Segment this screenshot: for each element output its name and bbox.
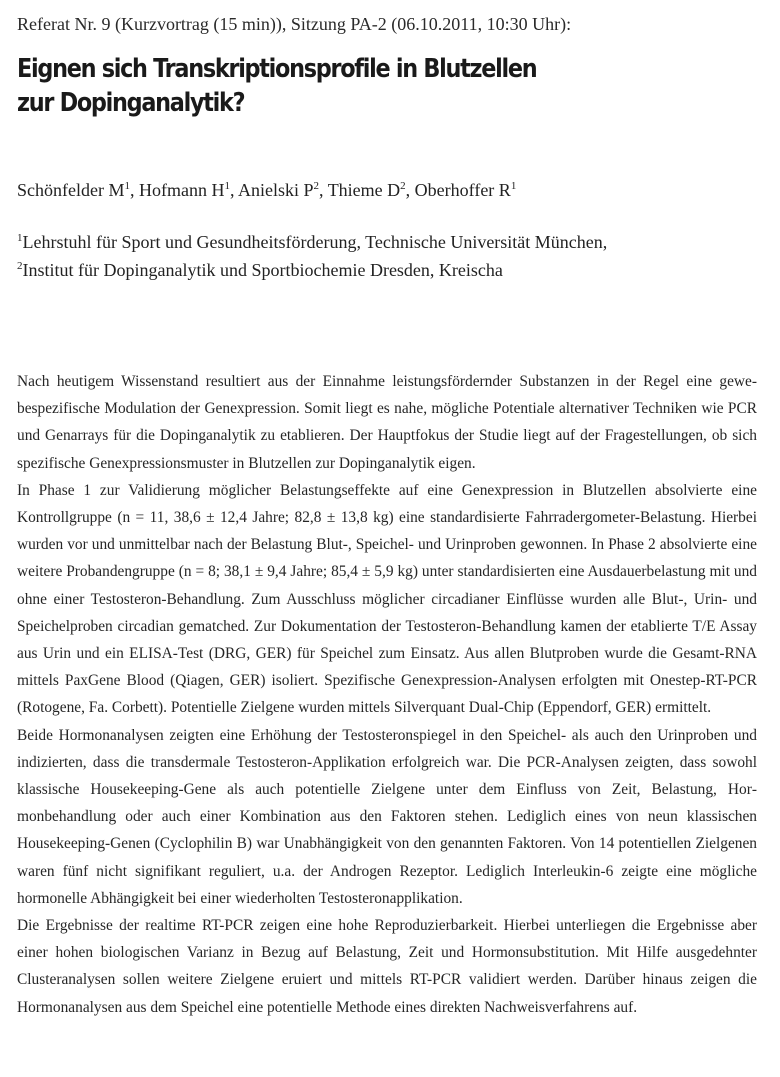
- author-name: Hofmann H: [138, 180, 225, 200]
- affiliation-text: Lehrstuhl für Sport und Gesundheitsförderung, Technische Universität München,: [22, 232, 608, 252]
- affiliation-text: Institut für Dopinganalytik und Sportbiochemie Dresden, Kreischa: [22, 260, 503, 280]
- author-affiliation-mark: 2: [313, 180, 319, 192]
- author-list: [17, 180, 516, 201]
- author-name: Anielski P: [237, 180, 314, 200]
- affiliation-item: [17, 228, 607, 256]
- session-info: Referat Nr. 9 (Kurzvortrag (15 min)), Sitzung PA-2 (06.10.2011, 10:30 Uhr):: [17, 14, 572, 34]
- author-name: Thieme D: [327, 180, 401, 200]
- abstract-paragraph-results: Beide Hormonanalysen zeigten eine Erhöhung der Testosteronspiegel in den Speichel- als auch den Urinproben und indizierten, dass die transdermale Testosteron-Applikation erfolgreich war. Die PCR-Analysen zeigten, dass sowohl klassische Housekeeping-Gene als auch potentielle Zielgene unter dem Einfluss von Zeit, Belastung, Hormonbehandlung oder auch einer Kombination aus den Faktoren stehen. Lediglich eines von neun klassischen Housekeeping-Genen (Cyclophilin B) war Unabhängigkeit von den genannten Faktoren. Von 14 potentiellen Zielgenen waren fünf nicht signifikant reguliert, u.a. der Androgen Rezeptor. Lediglich Interleukin-6 zeigte eine mögliche hormonelle Abhängigkeit bei einer wiederholten Testosteronapplikation.: [17, 726, 757, 907]
- author-separator: ,: [405, 180, 415, 200]
- abstract-paragraph-conclusion: Die Ergebnisse der realtime RT-PCR zeigen eine hohe Reproduzierbarkeit. Hierbei unterliegen die Ergebnisse aber einer hohen biologischen Varianz in Bezug auf Belastung, Zeit und Hormonsubstitution. Mit Hilfe ausgedehnter Clusteranalysen sollen weitere Zielgene eruiert und mittels RT-PCR validiert werden. Darüber hinaus zeigen die Hormonanalysen aus dem Speichel eine potentielle Methode eines direkten Nachweisverfahrens auf.: [17, 917, 757, 1016]
- author-separator: ,: [129, 180, 139, 200]
- author-affiliation-mark: 2: [400, 180, 406, 192]
- title-line-1: Eignen sich Transkriptionsprofile in Blutzellen: [17, 54, 537, 84]
- author-affiliation-mark: 1: [510, 180, 517, 192]
- author-separator: ,: [319, 180, 328, 200]
- abstract-paragraph-intro: Nach heutigem Wissenstand resultiert aus der Einnahme leistungsfördernder Substanzen in der Regel eine gewebespezifische Modulation der Genexpression. Somit liegt es nahe, mögliche Potentiale alternativer Techniken wie PCR und Genarrays für die Dopinganalytik zu etablieren. Der Hauptfokus der Studie liegt auf der Fragestellungen, ob sich spezifische Genexpressionsmuster in Blutzellen zur Dopinganalytik eigen.: [17, 373, 757, 472]
- affiliation-mark: 2: [17, 260, 23, 272]
- author-affiliation-mark: 1: [224, 180, 230, 192]
- affiliation-item: [17, 256, 607, 284]
- title-line-2: zur Dopinganalytik?: [17, 88, 245, 118]
- page-title: [17, 52, 536, 120]
- author-separator: ,: [229, 180, 238, 200]
- abstract-paragraph-methods: In Phase 1 zur Validierung möglicher Belastungseffekte auf eine Genexpression in Blutzellen absolvierte eine Kontrollgruppe (n = 11, 38,6 ± 12,4 Jahre; 82,8 ± 13,8 kg) eine standardisierte Fahrradergometer-Belastung. Hierbei wurden vor und unmittelbar nach der Belastung Blut-, Speichel- und Urinproben gewonnen. In Phase 2 absolvierte eine weitere Probandengruppe (n = 8; 38,1 ± 9,4 Jahre; 85,4 ± 5,9 kg) unter standardisierten eine Ausdauerbelastung mit und ohne einer Testosteron-Behandlung. Zum Ausschluss möglicher circadianer Einflüsse wurden alle Blut-, Urin- und Speichelproben circadian gematched. Zur Dokumentation der Testosteron-Behandlung kamen der etablierte T/E Assay aus Urin und ein ELISA-Test (DRG, GER) für Speichel zum Einsatz. Aus allen Blutproben wurde die Gesamt-RNA mittels PaxGene Blood (Qiagen, GER) isoliert. Spezifische Genexpression-Analysen erfolgten mit Onestep-RT-PCR (Rotogene, Fa. Corbett). Potentielle Zielgene wurden mittels Silverquant Dual-Chip (Eppendorf, GER) ermittelt.: [17, 481, 757, 717]
- abstract-body: [17, 368, 757, 1021]
- author-name: Schönfelder M: [17, 180, 125, 200]
- author-name: Oberhoffer R: [414, 180, 511, 200]
- affiliation-list: [17, 228, 607, 284]
- author-affiliation-mark: 1: [124, 180, 130, 192]
- affiliation-mark: 1: [17, 232, 23, 244]
